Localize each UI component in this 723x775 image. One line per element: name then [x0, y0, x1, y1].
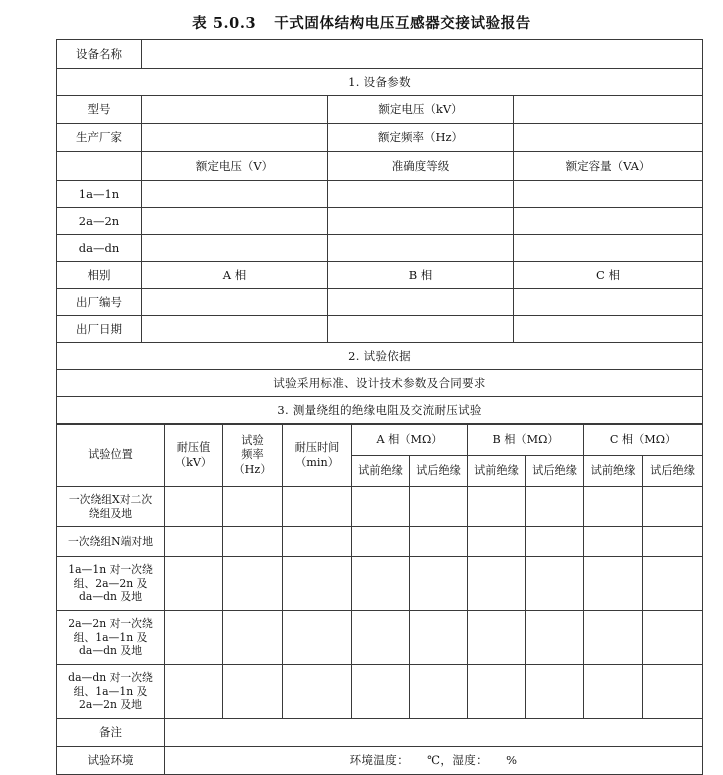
test-position-row-5-line1: da—dn 对一次绕 — [68, 670, 153, 684]
test-position-row-3-line3: da—dn 及地 — [78, 590, 143, 604]
table-row — [57, 557, 703, 611]
header-phase-a-megaohm: A 相（MΩ） — [352, 425, 468, 456]
row-1-b-after[interactable] — [526, 487, 584, 527]
manufacturer-value[interactable] — [142, 124, 328, 152]
winding-1a1n-voltage[interactable] — [142, 181, 328, 208]
form-table-container — [56, 39, 702, 775]
row-2-a-after[interactable] — [410, 527, 468, 557]
test-position-row-4-line2: 组、1a—1n 及 — [73, 630, 148, 644]
mfg-date-b-value[interactable] — [328, 316, 514, 343]
section-2-heading: 2. 试验依据 — [57, 343, 703, 370]
header-phase-b-before: 试前绝缘 — [468, 456, 526, 487]
remark-label: 备注 — [57, 719, 165, 747]
header-withstand-time-line1: 耐压时间 — [294, 441, 340, 455]
serial-no-c-value[interactable] — [514, 289, 703, 316]
row-3-kv[interactable] — [165, 557, 223, 611]
rated-capacity-label: 额定容量（VA） — [514, 152, 703, 181]
test-position-row-1-line2: 绕组及地 — [88, 506, 133, 520]
phase-b-label: B 相 — [328, 262, 514, 289]
table-row-section-1 — [57, 69, 703, 96]
table-row-remark — [57, 719, 703, 747]
row-1-c-before[interactable] — [584, 487, 643, 527]
row-1-hz[interactable] — [223, 487, 283, 527]
winding-1a1n-accuracy[interactable] — [328, 181, 514, 208]
row-1-c-after[interactable] — [643, 487, 703, 527]
header-test-frequency-line2: 频率 — [241, 448, 264, 462]
test-position-row-3-line1: 1a—1n 对一次绕 — [68, 562, 153, 576]
row-5-kv[interactable] — [165, 665, 223, 719]
header-withstand-voltage-line2: （kV） — [174, 455, 213, 469]
header-test-frequency — [223, 425, 283, 487]
winding-dadn-voltage[interactable] — [142, 235, 328, 262]
row-5-b-before[interactable] — [468, 665, 526, 719]
table-row-section-2-note — [57, 370, 703, 397]
section-2-note: 试验采用标准、设计技术参数及合同要求 — [57, 370, 703, 397]
row-1-min[interactable] — [283, 487, 352, 527]
model-label: 型号 — [57, 96, 142, 124]
rated-voltage-kv-label: 额定电压（kV） — [328, 96, 514, 124]
table-row-equipment-name — [57, 40, 703, 69]
table-number: 表 5.0.3 — [192, 15, 257, 32]
test-position-row-4 — [57, 611, 165, 665]
row-3-a-before[interactable] — [352, 557, 410, 611]
header-phase-b-megaohm: B 相（MΩ） — [468, 425, 584, 456]
header-withstand-time-line2: （min） — [295, 455, 339, 469]
winding-dadn-accuracy[interactable] — [328, 235, 514, 262]
table-row — [57, 611, 703, 665]
row-3-a-after[interactable] — [410, 557, 468, 611]
row-3-c-after[interactable] — [643, 557, 703, 611]
table-row — [57, 181, 703, 208]
table-row-winding-header — [57, 152, 703, 181]
winding-dadn-capacity[interactable] — [514, 235, 703, 262]
table-title-text: 干式固体结构电压互感器交接试验报告 — [274, 15, 531, 32]
row-2-kv[interactable] — [165, 527, 223, 557]
row-5-c-before[interactable] — [584, 665, 643, 719]
row-5-a-before[interactable] — [352, 665, 410, 719]
accuracy-class-label: 准确度等级 — [328, 152, 514, 181]
equipment-name-value[interactable] — [142, 40, 703, 69]
row-1-b-before[interactable] — [468, 487, 526, 527]
serial-no-b-value[interactable] — [328, 289, 514, 316]
mfg-date-a-value[interactable] — [142, 316, 328, 343]
table-row — [57, 487, 703, 527]
table-row-section-3 — [57, 397, 703, 424]
mfg-date-label: 出厂日期 — [57, 316, 142, 343]
rated-frequency-label: 额定频率（Hz） — [328, 124, 514, 152]
row-2-min[interactable] — [283, 527, 352, 557]
insulation-withstand-test-table — [56, 424, 703, 775]
winding-2a2n-capacity[interactable] — [514, 208, 703, 235]
table-row — [57, 527, 703, 557]
serial-no-label: 出厂编号 — [57, 289, 142, 316]
table-row-section-2 — [57, 343, 703, 370]
test-position-row-3 — [57, 557, 165, 611]
table-row-manufacturer — [57, 124, 703, 152]
test-table-header-row-1 — [57, 425, 703, 456]
section-1-heading: 1. 设备参数 — [57, 69, 703, 96]
header-phase-c-before: 试前绝缘 — [584, 456, 643, 487]
winding-dadn-label: da—dn — [57, 235, 142, 262]
test-position-row-4-line3: da—dn 及地 — [78, 644, 143, 658]
row-5-min[interactable] — [283, 665, 352, 719]
test-position-row-5 — [57, 665, 165, 719]
serial-no-a-value[interactable] — [142, 289, 328, 316]
phase-a-label: A 相 — [142, 262, 328, 289]
equipment-parameters-table — [56, 39, 703, 424]
winding-2a2n-voltage[interactable] — [142, 208, 328, 235]
row-3-min[interactable] — [283, 557, 352, 611]
test-position-row-3-line2: 组、2a—2n 及 — [73, 576, 148, 590]
equipment-name-label: 设备名称 — [57, 40, 142, 69]
mfg-date-c-value[interactable] — [514, 316, 703, 343]
test-position-row-4-line1: 2a—2n 对一次绕 — [68, 616, 153, 630]
row-4-kv[interactable] — [165, 611, 223, 665]
header-test-frequency-line1: 试验 — [241, 434, 264, 447]
header-phase-c-megaohm: C 相（MΩ） — [584, 425, 703, 456]
row-2-b-after[interactable] — [526, 527, 584, 557]
winding-header-blank — [57, 152, 142, 181]
test-position-row-2: 一次绕组N端对地 — [57, 527, 165, 557]
row-2-b-before[interactable] — [468, 527, 526, 557]
row-5-a-after[interactable] — [410, 665, 468, 719]
row-3-c-before[interactable] — [584, 557, 643, 611]
test-position-row-5-line3: 2a—2n 及地 — [79, 698, 142, 712]
header-phase-a-after: 试后绝缘 — [410, 456, 468, 487]
environment-label: 试验环境 — [57, 747, 165, 775]
table-row — [57, 208, 703, 235]
manufacturer-label: 生产厂家 — [57, 124, 142, 152]
environment-value[interactable]: 环境温度： ℃，湿度： % — [165, 747, 703, 775]
row-4-hz[interactable] — [223, 611, 283, 665]
row-3-b-after[interactable] — [526, 557, 584, 611]
test-position-row-1 — [57, 487, 165, 527]
header-phase-c-after: 试后绝缘 — [643, 456, 703, 487]
row-5-c-after[interactable] — [643, 665, 703, 719]
page-title — [0, 0, 723, 42]
winding-1a1n-capacity[interactable] — [514, 181, 703, 208]
row-5-hz[interactable] — [223, 665, 283, 719]
row-3-b-before[interactable] — [468, 557, 526, 611]
header-withstand-voltage — [165, 425, 223, 487]
header-phase-b-after: 试后绝缘 — [526, 456, 584, 487]
header-withstand-time — [283, 425, 352, 487]
rated-voltage-v-label: 额定电压（V） — [142, 152, 328, 181]
row-4-b-after[interactable] — [526, 611, 584, 665]
test-position-row-5-line2: 组、1a—1n 及 — [73, 684, 148, 698]
table-row-model — [57, 96, 703, 124]
table-row-mfg-date — [57, 316, 703, 343]
winding-1a1n-label: 1a—1n — [57, 181, 142, 208]
phase-c-label: C 相 — [514, 262, 703, 289]
table-row-phase — [57, 262, 703, 289]
header-test-frequency-line3: （Hz） — [233, 462, 272, 476]
row-2-c-before[interactable] — [584, 527, 643, 557]
header-phase-a-before: 试前绝缘 — [352, 456, 410, 487]
row-2-hz[interactable] — [223, 527, 283, 557]
winding-2a2n-label: 2a—2n — [57, 208, 142, 235]
row-4-b-before[interactable] — [468, 611, 526, 665]
table-row — [57, 235, 703, 262]
model-value[interactable] — [142, 96, 328, 124]
row-1-a-before[interactable] — [352, 487, 410, 527]
header-test-position: 试验位置 — [57, 425, 165, 487]
test-position-row-1-line1: 一次绕组X对二次 — [68, 492, 153, 506]
winding-2a2n-accuracy[interactable] — [328, 208, 514, 235]
row-4-a-after[interactable] — [410, 611, 468, 665]
rated-frequency-value[interactable] — [514, 124, 703, 152]
phase-label: 相别 — [57, 262, 142, 289]
table-row-serial-no — [57, 289, 703, 316]
row-5-b-after[interactable] — [526, 665, 584, 719]
row-4-c-after[interactable] — [643, 611, 703, 665]
section-3-heading: 3. 测量绕组的绝缘电阻及交流耐压试验 — [57, 397, 703, 424]
row-1-kv[interactable] — [165, 487, 223, 527]
table-row-environment — [57, 747, 703, 775]
row-4-min[interactable] — [283, 611, 352, 665]
row-2-a-before[interactable] — [352, 527, 410, 557]
table-row — [57, 665, 703, 719]
remark-value[interactable] — [165, 719, 703, 747]
header-withstand-voltage-line1: 耐压值 — [176, 441, 211, 455]
row-4-c-before[interactable] — [584, 611, 643, 665]
row-1-a-after[interactable] — [410, 487, 468, 527]
row-2-c-after[interactable] — [643, 527, 703, 557]
rated-voltage-kv-value[interactable] — [514, 96, 703, 124]
row-4-a-before[interactable] — [352, 611, 410, 665]
row-3-hz[interactable] — [223, 557, 283, 611]
